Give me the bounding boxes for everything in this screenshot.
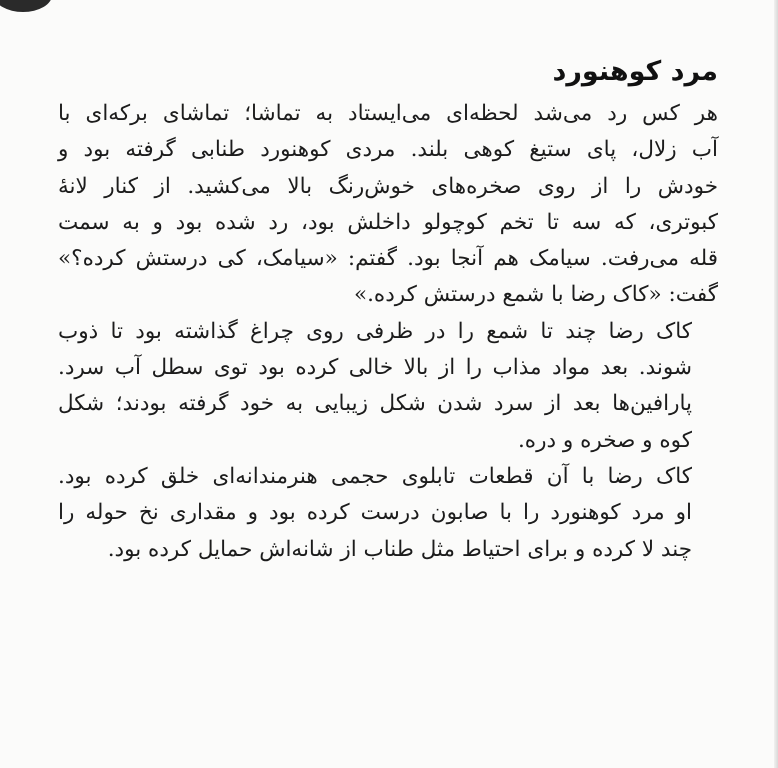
text-line: هر کس رد می‌شد لحظه‌ای می‌ایستاد به تماشا؛ تماشای برکه‌ای با bbox=[58, 101, 718, 126]
story-page bbox=[58, 52, 718, 568]
paragraph-2 bbox=[58, 314, 718, 459]
text-line: او مرد کوهنورد را با صابون درست کرده بود و مقداری نخ حوله را bbox=[58, 500, 692, 526]
story-title: مرد کوهنورد bbox=[552, 56, 718, 87]
paragraph-3 bbox=[58, 459, 718, 568]
text-line: آب زلال، پای ستیغ کوهی بلند. مردی کوهنورد طنابی گرفته بود و bbox=[58, 137, 718, 163]
text-line: کبوتری، که سه تا تخم کوچولو داخلش بود، رد شده بود و به سمت bbox=[58, 209, 718, 235]
text-line: خودش را از روی صخره‌های خوش‌رنگ بالا می‌کشید. از کنار لانهٔ bbox=[58, 173, 718, 199]
text-line: گفت: «کاک رضا با شمع درستش کرده.» bbox=[353, 282, 718, 308]
text-line: کاک رضا چند تا شمع را در ظرفی روی چراغ گذاشته بود تا ذوب bbox=[58, 318, 692, 344]
text-line: شوند. بعد مواد مذاب را از بالا خالی کرده بود توی سطل آب سرد. bbox=[58, 355, 692, 381]
text-line: کوه و صخره و دره. bbox=[517, 427, 692, 453]
text-line: کاک رضا با آن قطعات تابلوی حجمی هنرمندانه‌ای خلق کرده بود. bbox=[58, 463, 692, 489]
text-line: پارافین‌ها بعد از سرد شدن شکل زیبایی به خود گرفته بودند؛ شکل bbox=[58, 391, 692, 417]
scan-shadow-corner bbox=[0, 0, 52, 12]
page-edge-shadow bbox=[774, 0, 778, 768]
paragraph-1 bbox=[58, 96, 718, 314]
text-line: قله می‌رفت. سیامک هم آنجا بود. گفتم: «سیامک، کی درستش کرده؟» bbox=[58, 246, 718, 272]
text-line: چند لا کرده و برای احتیاط مثل طناب از شانه‌اش حمایل کرده بود. bbox=[107, 536, 692, 562]
